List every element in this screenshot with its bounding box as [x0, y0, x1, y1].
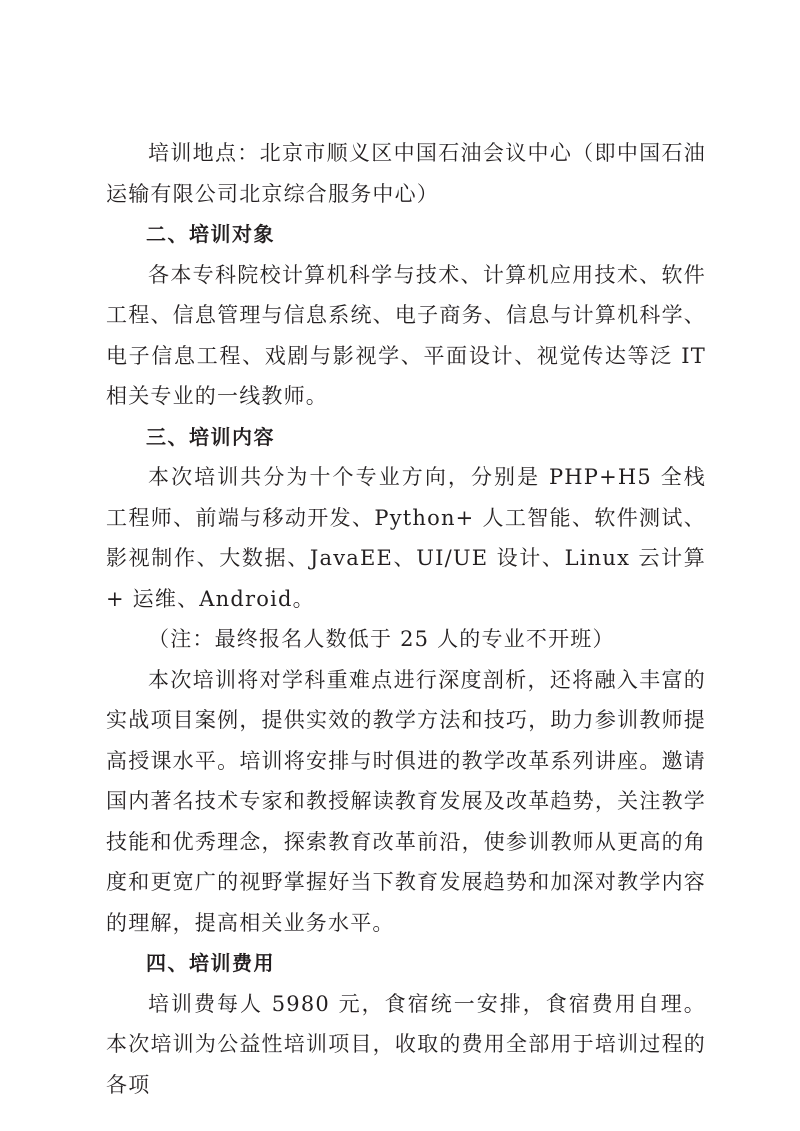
paragraph-training-directions: 本次培训共分为十个专业方向，分别是 PHP+H5 全栈工程师、前端与移动开发、Python+ 人工智能、软件测试、影视制作、大数据、JavaEE、UI/UE 设计、Linux 云计算 + 运维、Android。 [106, 465, 706, 611]
paragraph-training-target: 各本专科院校计算机科学与技术、计算机应用技术、软件工程、信息管理与信息系统、电子商务、信息与计算机科学、电子信息工程、戏剧与影视学、平面设计、视觉传达等泛 IT 相关专业的一线教师。 [106, 262, 706, 408]
heading-training-fee: 四、培训费用 [146, 951, 275, 975]
paragraph-enrollment-note: （注：最终报名人数低于 25 人的专业不开班） [148, 627, 615, 651]
paragraph-training-description: 本次培训将对学科重难点进行深度剖析，还将融入丰富的实战项目案例，提供实效的教学方法和技巧，助力参训教师提高授课水平。培训将安排与时俱进的教学改革系列讲座。邀请国内著名技术专家和教授解读教育发展及改革趋势，关注教学技能和优秀理念，探索教育改革前沿，使参训教师从更高的角度和更宽广的视野掌握好当下教育发展趋势和加深对教学内容的理解，提高相关业务水平。 [106, 667, 706, 935]
paragraph-training-location: 培训地点：北京市顺义区中国石油会议中心（即中国石油运输有限公司北京综合服务中心） [106, 141, 706, 206]
paragraph-training-fee: 培训费每人 5980 元，食宿统一安排，食宿费用自理。本次培训为公益性培训项目，收取的费用全部用于培训过程的各项 [106, 991, 706, 1097]
heading-training-content: 三、培训内容 [146, 424, 275, 449]
document-page [106, 133, 706, 1105]
heading-training-target: 二、培训对象 [146, 222, 275, 246]
